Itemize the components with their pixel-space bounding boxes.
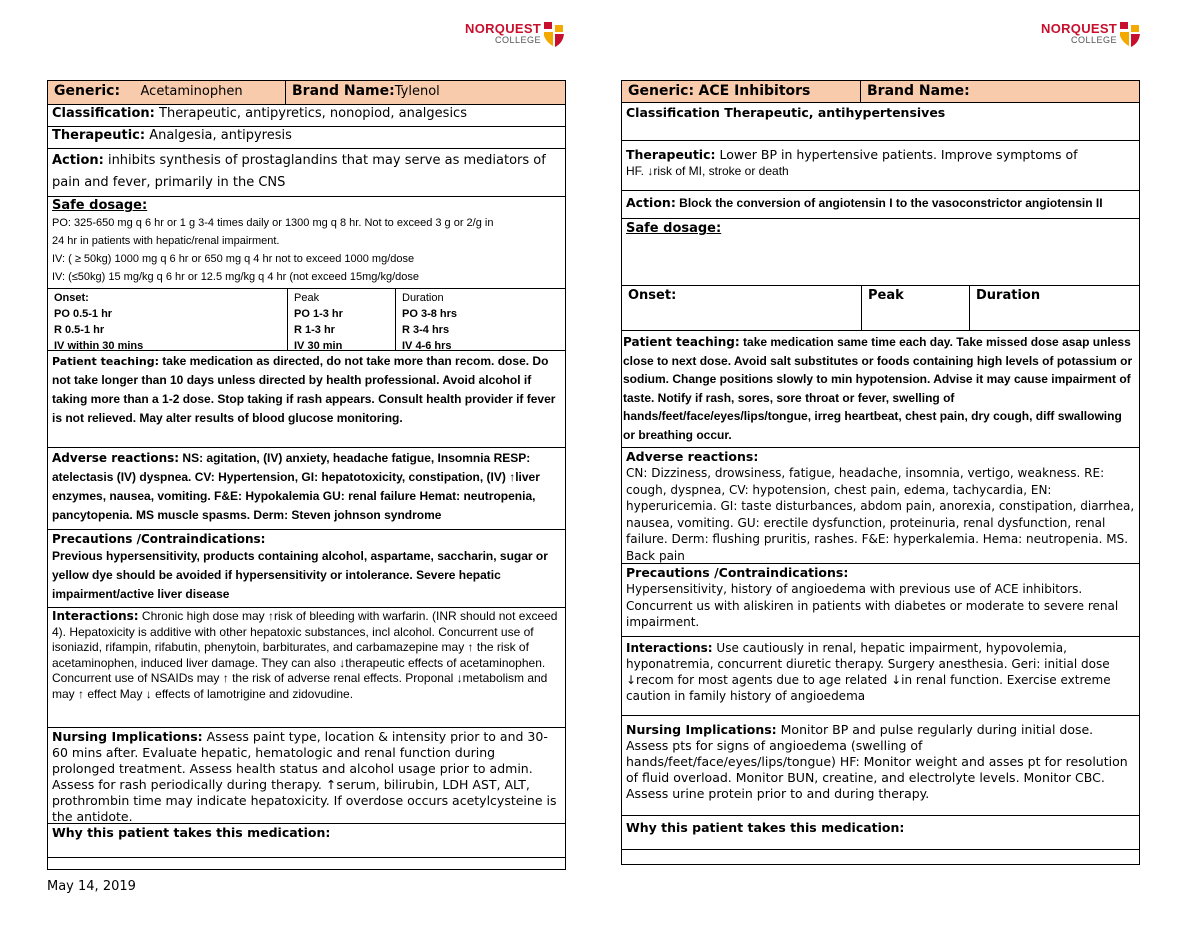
why-row — [48, 824, 565, 858]
action-label: Action: — [626, 195, 676, 210]
blank-row — [48, 858, 565, 868]
brand-label: Brand Name: — [867, 83, 970, 99]
therapeutic-row — [622, 141, 1139, 191]
dosage-label: Safe dosage: — [52, 198, 148, 213]
dosage-label: Safe dosage: — [626, 221, 722, 236]
duration-line: PO 3-8 hrs — [402, 308, 458, 320]
therapeutic-label: Therapeutic: — [52, 128, 146, 143]
precautions-row — [622, 564, 1139, 637]
classification-row — [622, 103, 1139, 141]
therapeutic-value-2: HF. ↓risk of MI, stroke or death — [626, 164, 789, 178]
teaching-value: take medication same time each day. Take missed dose asap unless close to next dose. Avoid salt substitutes or foods containing high levels of potassium or sodium. Change positions slowly to min hypotension. Advise it may cause impairment of taste. Notify if rash, sores, sore throat or fever, swelling of hands/feet/face/eyes/lips/tongue, irreg heartbeat, chest pain, dry cough, diff swallowing or breathing occur. — [623, 335, 1133, 442]
precautions-label: Precautions /Contraindications: — [52, 532, 266, 546]
peak-line: IV 30 min — [294, 340, 343, 351]
patient-teaching-row — [48, 351, 565, 448]
norquest-logo-right — [1041, 22, 1141, 48]
precautions-value: Previous hypersensitivity, products containing alcohol, aspartame, saccharin, sugar or yellow dye should be avoided if hypersensitivity or intolerance. Severe hepatic impairment/active liver disease — [52, 549, 548, 601]
header-row — [48, 81, 565, 105]
logo-brand: NORQUEST — [465, 21, 542, 36]
peak-line: R 1-3 hr — [294, 324, 335, 336]
why-row — [622, 816, 1139, 850]
left-drug-card — [47, 80, 566, 870]
logo-sub: COLLEGE — [1071, 35, 1118, 45]
nursing-implications-row — [622, 716, 1139, 816]
nursing-value: Assess paint type, location & intensity prior to and 30-60 mins after. Evaluate hepatic, hematologic and renal function during prolonged treatment. Assess health status and alcohol usage prior to admin. Assess for rash periodically during therapy. ↑serum, bilirubin, LDH AST, ALT, prothrombin time may indicate hepatoxicity. If overdose occurs acetylcysteine is the antidote. — [52, 729, 557, 824]
peak-line: PO 1-3 hr — [294, 308, 343, 320]
interactions-row — [622, 637, 1139, 716]
precautions-label: Precautions /Contraindications: — [626, 565, 849, 580]
adverse-reactions-row — [48, 448, 565, 530]
generic-cell — [48, 81, 286, 104]
brand-cell — [286, 81, 565, 104]
brand-value: Tylenol — [394, 84, 440, 99]
header-row — [622, 81, 1139, 103]
classification-text: Classification Therapeutic, antihypertensives — [626, 105, 946, 120]
pk-row — [48, 289, 565, 351]
onset-line: R 0.5-1 hr — [54, 324, 105, 336]
dosage-line: PO: 325-650 mg q 6 hr or 1 g 3-4 times daily or 1300 mg q 8 hr. Not to exceed 3 g or 2/g in — [52, 217, 494, 229]
therapeutic-value: Lower BP in hypertensive patients. Improve symptoms of — [715, 147, 1078, 162]
nursing-value: Monitor BP and pulse regularly during initial dose. Assess pts for signs of angioedema (swelling of hands/feet/face/eyes/lips/tongue) HF: Monitor weight and asses pt for resolution of fluid overload. Monitor BUN, creatine, and electrolyte levels. Monitor CBC. Assess urine protein prior to and during therapy. — [626, 722, 1128, 801]
adverse-label: Adverse reactions: — [52, 451, 180, 465]
interactions-label: Interactions: — [626, 641, 713, 655]
action-row — [48, 149, 565, 197]
onset-label: Onset: — [54, 292, 89, 304]
footer-date: May 14, 2019 — [47, 879, 136, 894]
generic-label: Generic: — [628, 83, 695, 99]
interactions-label: Interactions: — [52, 609, 139, 623]
norquest-shield-icon — [543, 22, 565, 48]
adverse-value: CN: Dizziness, drowsiness, fatigue, headache, insomnia, vertigo, weakness. RE: cough, dyspnea, CV: hypotension, chest pain, edema, tachycardia, EN: hyperuricemia. GI: taste disturbances, abdom pain, anorexia, constipation, diarrhea, nausea, vomiting. GU: erectile dysfunction, proteinuria, renal dysfunction, renal failure. Derm: flushing pruritis, rashes. F&E: hyperkalemia. Hema: neutropenia. MS. Back pain — [626, 466, 1135, 563]
interactions-value: Chronic high dose may ↑risk of bleeding with warfarin. (INR should not exceed 4). Hepatoxicity is additive with other hepatoxic substances, incl alcohol. Concurrent use of isoniazid, rifampin, rifabutin, phenytoin, barbiturates, and carbamazepine may ↑ the risk of acetaminophen, induced liver damage. They can also ↓therapeutic effects of acetaminophen. Concurrent use of NSAIDs may ↑ the risk of adverse renal effects. Proponal ↓metabolism and may ↑ effect May ↓ effects of lamotrigine and zidovudine. — [52, 609, 558, 701]
action-value: inhibits synthesis of prostaglandins that may serve as mediators of pain and fever, primarily in the CNS — [52, 153, 546, 190]
brand-label: Brand Name: — [292, 83, 395, 99]
generic-value: Acetaminophen — [140, 84, 243, 99]
duration-label: Duration — [976, 288, 1041, 303]
nursing-implications-row — [48, 728, 565, 824]
classification-value: Therapeutic, antipyretics, nonopiod, analgesics — [154, 106, 467, 121]
onset-cell — [48, 289, 288, 350]
precautions-row — [48, 530, 565, 608]
onset-line: PO 0.5-1 hr — [54, 308, 113, 320]
pk-row — [622, 286, 1139, 331]
why-label: Why this patient takes this medication: — [626, 820, 905, 835]
safe-dosage-row — [48, 197, 565, 289]
generic-label: Generic: — [54, 83, 121, 99]
peak-label: Peak — [294, 292, 320, 304]
duration-line: IV 4-6 hrs — [402, 340, 452, 351]
classification-label: Classification: — [52, 106, 155, 121]
duration-cell — [396, 289, 565, 350]
teaching-value: take medication as directed, do not take more than recom. dose. Do not take longer than 10 days unless directed by health professional. Avoid alcohol if taking more than a 1-2 dose. Stop taking if rash appears. Consult health provider if fever is not relieved. May alter results of blood glucose monitoring. — [52, 354, 556, 425]
therapeutic-value: Analgesia, antipyresis — [145, 128, 292, 143]
interactions-row — [48, 608, 565, 728]
interactions-value: Use cautiously in renal, hepatic impairment, hypovolemia, hyponatremia, concurrent diuretic therapy. Surgery anesthesia. Geri: initial dose ↓recom for most agents due to age related ↓in renal function. Exercise extreme caution in family history of angioedema — [626, 641, 1111, 703]
precautions-value: Hypersensitivity, history of angioedema with previous use of ACE inhibitors. Concurrent us with aliskiren in patients with diabetes or moderate to severe renal impairment. — [626, 582, 1119, 629]
action-value: Block the conversion of angiotensin I to the vasoconstrictor angiotensin II — [675, 196, 1103, 210]
therapeutic-label: Therapeutic: — [626, 147, 716, 162]
dosage-line: IV: (≤50kg) 15 mg/kg q 6 hr or 12.5 mg/kg q 4 hr (not exceed 15mg/kg/dose — [52, 271, 419, 283]
nursing-label: Nursing Implications: — [52, 729, 203, 744]
dosage-line: IV: ( ≥ 50kg) 1000 mg q 6 hr or 650 mg q 4 hr not to exceed 1000 mg/dose — [52, 253, 415, 265]
adverse-value: NS: agitation, (IV) anxiety, headache fatigue, Insomnia RESP: atelectasis (IV) dyspnea. CV: Hypertension, GI: hepatotoxicity, constipation, (IV) ↑liver enzymes, nausea, vomiting. F&E: Hypokalemia GU: renal failure Hemat: neutropenia, pancytopenia. MS muscle spasms. Derm: Steven johnson syndrome — [52, 451, 540, 522]
dosage-line: 24 hr in patients with hepatic/renal impairment. — [52, 235, 280, 247]
nursing-label: Nursing Implications: — [626, 722, 777, 737]
logo-sub: COLLEGE — [495, 35, 542, 45]
right-drug-card — [621, 80, 1140, 865]
action-row — [622, 191, 1139, 219]
norquest-logo-left — [465, 22, 565, 48]
classification-row — [48, 105, 565, 127]
generic-value: ACE Inhibitors — [698, 83, 811, 99]
logo-brand: NORQUEST — [1041, 21, 1118, 36]
duration-line: R 3-4 hrs — [402, 324, 450, 336]
duration-label: Duration — [402, 292, 444, 304]
safe-dosage-row — [622, 219, 1139, 286]
patient-teaching-row — [622, 331, 1139, 448]
peak-label: Peak — [862, 286, 970, 330]
why-label: Why this patient takes this medication: — [52, 825, 331, 840]
action-label: Action: — [52, 153, 104, 168]
adverse-label: Adverse reactions: — [626, 449, 759, 464]
teaching-label: Patient teaching: — [52, 355, 159, 368]
therapeutic-row — [48, 127, 565, 149]
peak-cell — [288, 289, 396, 350]
blank-row — [622, 850, 1139, 866]
generic-cell — [622, 81, 861, 102]
brand-cell — [861, 81, 1139, 102]
onset-line: IV within 30 mins — [54, 340, 144, 351]
teaching-label: Patient teaching: — [623, 335, 740, 349]
adverse-reactions-row — [622, 448, 1139, 564]
norquest-shield-icon — [1119, 22, 1141, 48]
onset-label: Onset: — [622, 286, 862, 330]
